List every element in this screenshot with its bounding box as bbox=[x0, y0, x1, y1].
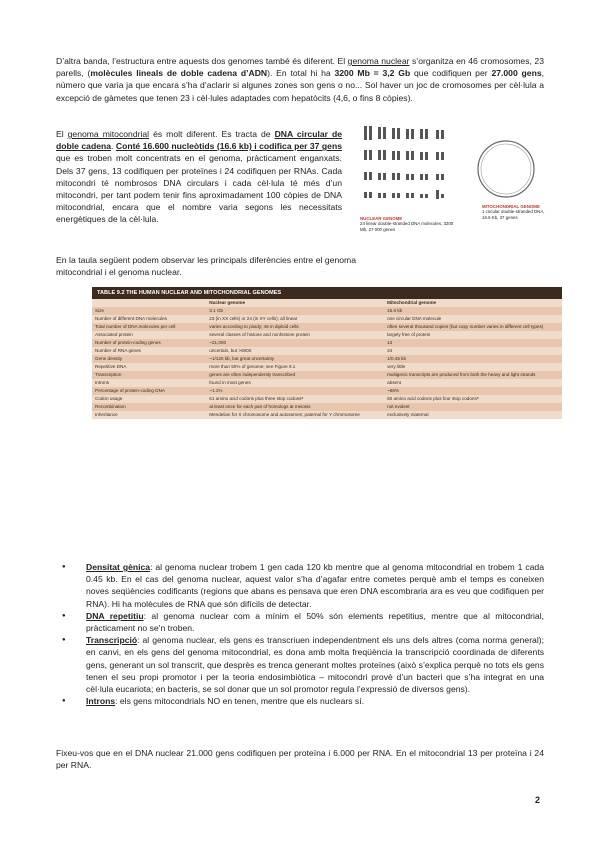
table-cell: Repetitive DNA bbox=[92, 363, 206, 371]
table-cell: one circular DNA molecule bbox=[384, 315, 562, 323]
nuclear-genome-desc: 24 linear double-stranded DNA molecules, 3200 Mb, 27 000 genes bbox=[360, 221, 454, 232]
table-cell: Introns bbox=[92, 379, 206, 387]
table-cell: often several thousand copies (but copy number varies in different cell types) bbox=[384, 323, 562, 331]
table-cell: exclusively maternal bbox=[384, 411, 562, 419]
bullet-text: : al genoma nuclear trobem 1 gen cada 120 kb mentre que al genoma mitocondrial en trobem 1 cada 0.45 kb. En el cas del genoma nuclear, aquest valor s’ha d’agafar entre cometes perquè amb el temps es coneixen noves seqüències codificants (regions que abans es pensava que eren DNA escombraria ara es veu que codifiquen per RNA). Hi ha molècules de RNA que són difícils de detectar. bbox=[86, 562, 544, 609]
table-cell: 13 bbox=[384, 339, 562, 347]
text-bold: 27.000 gens bbox=[491, 68, 542, 79]
table-cell: Associated protein bbox=[92, 331, 206, 339]
mito-genome-title: MITOCHONDRIAL GENOME bbox=[482, 204, 540, 209]
table-row bbox=[92, 307, 562, 315]
bullet-text: : al genoma nuclear com a mínim el 50% són elements repetitius, mentre que al mitocondrial, pràcticament no se’n troben. bbox=[86, 610, 544, 634]
table-cell: very little bbox=[384, 363, 562, 371]
table-cell: 3.1 Gb bbox=[206, 307, 384, 315]
table-cell: Percentage of protein-coding DNA bbox=[92, 387, 206, 395]
table-header-cell bbox=[92, 299, 206, 307]
text: que es troben molt concentrats en el genoma, pràcticament enganxats. Dels 37 gens, 13 codifiquen per proteïnes i 24 codifiquen per RNAs. Cada mitocondri té nombrosos DNA circulars i cada cèl·lula té més d’un mitocondri, per tant podem tenir fins aproximadament 100 còpies de DNA mitocondrial, encara que el nombre varia segons les necessitats energètiques de la cèl·lula. bbox=[56, 153, 342, 225]
table-row bbox=[92, 347, 562, 355]
table-cell: Total number of DNA molecules per cell bbox=[92, 323, 206, 331]
text-bold-underlined: Conté 16.600 nucleòtids (16.6 kb) i codifica per 37 gens bbox=[115, 141, 342, 152]
table-row bbox=[92, 379, 562, 387]
table-cell: ~1.1% bbox=[206, 387, 384, 395]
text-underlined: genoma mitocondrial bbox=[67, 129, 150, 139]
bullet-item bbox=[76, 561, 544, 610]
text-bold: 3200 Mb = 3,2 Gb bbox=[334, 68, 411, 79]
paragraph-nuclear-genome bbox=[56, 55, 544, 104]
genome-figure bbox=[356, 124, 546, 264]
text: . bbox=[111, 141, 116, 152]
paragraph-table-intro: En la taula següent podem observar les principals diferències entre el genoma mitocondrial i el genoma nuclear. bbox=[56, 255, 356, 278]
bullet-item bbox=[76, 634, 544, 695]
text-bold-underlined: DNA circular de doble cadena bbox=[56, 129, 342, 152]
table-row bbox=[92, 355, 562, 363]
table-cell: multigenic transcripts are produced from both the heavy and light strands bbox=[384, 371, 562, 379]
table-cell: ~21,000 bbox=[206, 339, 384, 347]
text: que codifiquen per bbox=[410, 68, 492, 79]
table-cell: genes are often independently transcribed bbox=[206, 371, 384, 379]
text-underlined: genoma nuclear bbox=[347, 56, 410, 66]
table-cell: Mendelian for X chromosome and autosomes; paternal for Y chromosome bbox=[206, 411, 384, 419]
paragraph-mito-genome bbox=[56, 128, 342, 226]
genome-comparison-table-wrapper bbox=[92, 287, 562, 419]
table-row bbox=[92, 363, 562, 371]
nuclear-genome-title: NUCLEAR GENOME bbox=[360, 216, 403, 221]
table-cell: 16.6 kb bbox=[384, 307, 562, 315]
bullet-text: : al genoma nuclear, els gens es transcriuen independentment els uns dels altres (coma norma general); en canvi, en els gens del genoma mitocondrial, es dona amb molta freqüència la transcripció coordinada de diferents gens, generant un sol transcrit, que desprès es trenca generant moltes proteïnes (això s’explica perquè no tots els gens tenen el seu propi promotor i per la teoria endosimbiòtica – mitocondri provè d’un bacteri que s’ha integrat en una cèl·lula eucariota; en bacteris, se sol donar que un sol promotor regula l’expressió de diversos gens). bbox=[86, 635, 544, 695]
table-cell: 61 amino acid codons plus three stop codonsᵃ bbox=[206, 395, 384, 403]
paragraph-gene-counts: Fixeu-vos que en el DNA nuclear 21.000 gens codifiquen per proteïna i 6.000 per RNA. En el mitocondrial 13 per proteïna i 24 per RNA. bbox=[56, 748, 544, 771]
table-cell: Transcription bbox=[92, 371, 206, 379]
text: D’altra banda, l’estructura entre aquests dos genomes també és diferent. El bbox=[56, 56, 348, 66]
table-cell: varies according to ploidy; 46 in diploid cells bbox=[206, 323, 384, 331]
text: ). En total hi ha bbox=[267, 68, 335, 79]
bullet-list bbox=[76, 561, 544, 707]
text: s’organitza en 46 cromosomes, 23 parells, ( bbox=[56, 56, 544, 79]
table-cell: Number of protein-coding genes bbox=[92, 339, 206, 347]
table-cell: absent bbox=[384, 379, 562, 387]
table-row bbox=[92, 315, 562, 323]
table-row bbox=[92, 387, 562, 395]
table-row bbox=[92, 371, 562, 379]
bullet-item bbox=[76, 695, 544, 707]
table-cell: at least once for each pair of homologs at meiosis bbox=[206, 403, 384, 411]
table-cell: several classes of histone and nonhistone protein bbox=[206, 331, 384, 339]
table-header-row bbox=[92, 299, 562, 307]
table-row bbox=[92, 411, 562, 419]
table-row bbox=[92, 323, 562, 331]
mito-genome-desc: 1 circular double-stranded DNA, 16.6 Kb, 37 genes bbox=[482, 209, 545, 220]
text: , número que varia ja que encara s’ha d’aclarir si algunes zones son gens o no... Sol haver un joc de cromosomes per cèl·lula a excepció de gàmetes que tenen 23 i cèl·lules adaptades com hepatòcits (4,6, o fins 8 còpies). bbox=[56, 68, 544, 103]
table-cell: Number of RNA genes bbox=[92, 347, 206, 355]
table-row bbox=[92, 339, 562, 347]
table-cell: 60 amino acid codons plus four stop codonsᵃ bbox=[384, 395, 562, 403]
table-cell: Number of different DNA molecules bbox=[92, 315, 206, 323]
text: El bbox=[56, 129, 68, 139]
table-cell: ~1/120 kb, but great uncertainty bbox=[206, 355, 384, 363]
table-cell: found in most genes bbox=[206, 379, 384, 387]
bullet-item bbox=[76, 610, 544, 634]
nuclear-genome-caption bbox=[360, 216, 456, 232]
table-cell: 23 (in XX cells) or 24 (in XY cells); all linear bbox=[206, 315, 384, 323]
table-header-cell: Nuclear genome bbox=[206, 299, 384, 307]
table-cell: uncertain, but >6000 bbox=[206, 347, 384, 355]
bullet-label: Introns bbox=[86, 696, 116, 707]
table-cell: Inheritance bbox=[92, 411, 206, 419]
bullet-label: Transcripció bbox=[86, 635, 138, 646]
table-cell: Codon usage bbox=[92, 395, 206, 403]
genome-comparison-table bbox=[92, 299, 562, 419]
table-cell: largely free of protein bbox=[384, 331, 562, 339]
bullet-label: Densitat gènica bbox=[86, 562, 151, 572]
table-cell: ~66% bbox=[384, 387, 562, 395]
table-cell: 24 bbox=[384, 347, 562, 355]
table-cell: more than 50% of genome; see Figure 9.1 bbox=[206, 363, 384, 371]
text-bold: molècules lineals de doble cadena d’ADN bbox=[90, 68, 268, 79]
text: és molt diferent. Es tracta de bbox=[149, 129, 275, 139]
table-header-cell: Mitochondrial genome bbox=[384, 299, 562, 307]
bullet-text: : els gens mitocondrials NO en tenen, mentre que els nuclears sí. bbox=[115, 696, 364, 707]
table-row bbox=[92, 403, 562, 411]
table-cell: Gene density bbox=[92, 355, 206, 363]
table-cell: not evident bbox=[384, 403, 562, 411]
bullet-label: DNA repetitiu bbox=[86, 610, 144, 621]
table-cell: Recombination bbox=[92, 403, 206, 411]
table-row bbox=[92, 395, 562, 403]
table-cell: Size bbox=[92, 307, 206, 315]
table-caption: TABLE 9.2 THE HUMAN NUCLEAR AND MITOCHONDRIAL GENOMES bbox=[92, 287, 562, 299]
table-row bbox=[92, 331, 562, 339]
table-cell: 1/0.45 kb bbox=[384, 355, 562, 363]
mito-genome-caption bbox=[482, 204, 546, 220]
page-number: 2 bbox=[535, 795, 541, 805]
